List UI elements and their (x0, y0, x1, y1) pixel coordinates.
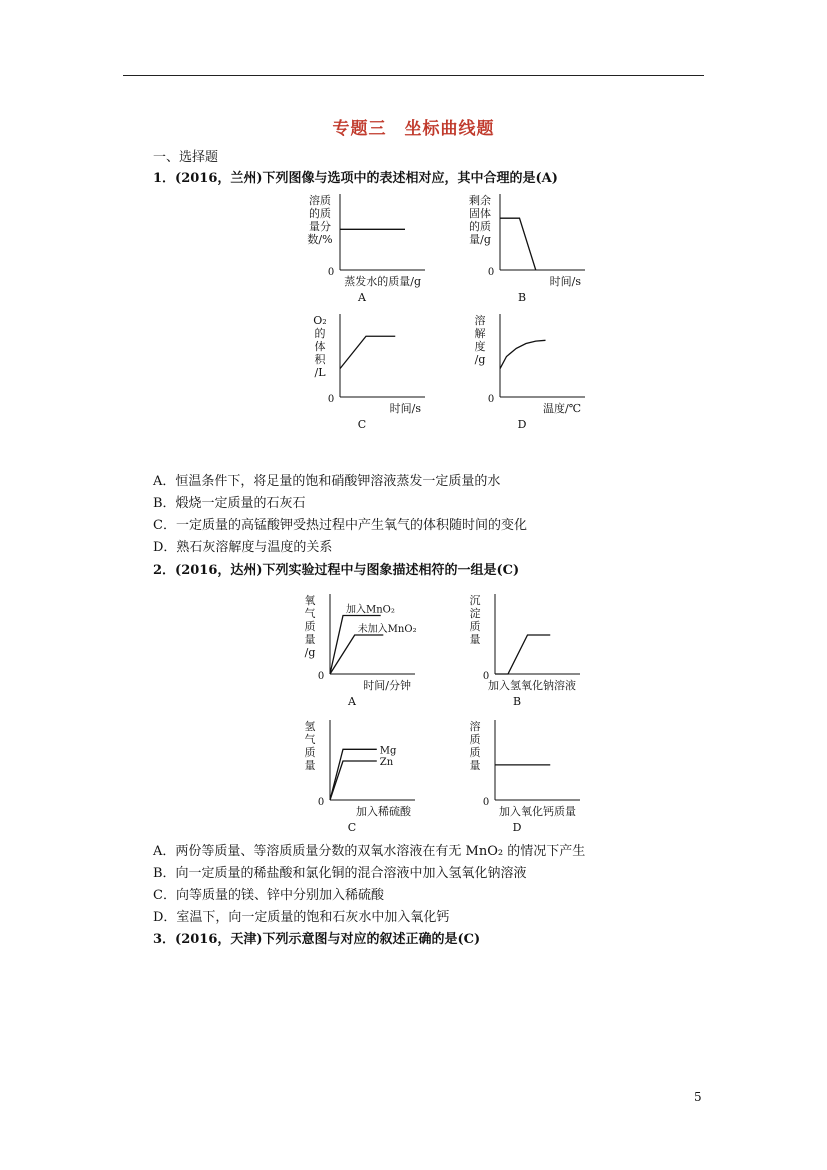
chart-label: A (358, 291, 366, 304)
y-axis-label: 体 (314, 340, 326, 353)
page-number: 5 (694, 1090, 702, 1104)
origin-label: 0 (482, 671, 490, 682)
q1-option-d: D．熟石灰溶解度与温度的关系 (153, 540, 333, 555)
chart-label: C (347, 821, 357, 834)
x-axis-label: 加入氧化钙质量 (499, 805, 576, 818)
q1-option-c: C．一定质量的高锰酸钾受热过程中产生氧气的体积随时间的变化 (153, 518, 527, 533)
chart-q1-b (450, 186, 610, 304)
q1-option-a: A．恒温条件下，将足量的饱和硝酸钾溶液蒸发一定质量的水 (153, 474, 501, 489)
y-axis-label: 质 (304, 746, 316, 759)
series-line (500, 218, 536, 270)
y-axis-label: 的质 (469, 220, 491, 233)
y-axis-label: O₂ (313, 314, 327, 327)
x-axis-label: 时间/分钟 (363, 679, 411, 692)
chart-label: D (517, 418, 527, 431)
question-2-stem: 2．(2016，达州)下列实验过程中与图象描述相符的一组是(C) (153, 563, 520, 578)
y-axis-label: 量分 (309, 220, 331, 233)
q1-option-b: B．煅烧一定质量的石灰石 (153, 496, 306, 511)
y-axis-label: 积 (314, 353, 326, 366)
chart-label: A (348, 695, 356, 708)
y-axis-label: 的 (314, 327, 326, 340)
series-name: 加入MnO₂ (346, 604, 395, 616)
y-axis-label: 剩余 (469, 194, 491, 207)
y-axis-label: 氢 (304, 720, 316, 733)
header-rule (123, 75, 704, 76)
y-axis-label: 溶 (469, 720, 481, 733)
y-axis-label: 度 (474, 340, 486, 353)
x-axis-label: 加入氢氧化钠溶液 (488, 679, 576, 692)
question-3-stem: 3．(2016，天津)下列示意图与对应的叙述正确的是(C) (153, 932, 481, 947)
y-axis-label: 固体 (469, 207, 491, 220)
q2-option-c: C．向等质量的镁、锌中分别加入稀硫酸 (153, 888, 384, 903)
y-axis-label: 氧 (304, 594, 316, 607)
y-axis-label: 质 (469, 746, 481, 759)
q2-option-d: D．室温下，向一定质量的饱和石灰水中加入氧化钙 (153, 910, 450, 925)
chart-label: B (517, 291, 527, 304)
origin-label: 0 (317, 797, 325, 808)
y-axis-label: /g (474, 353, 486, 366)
y-axis-label: /g (304, 646, 316, 659)
series-line (340, 336, 395, 368)
y-axis-label: 溶质 (309, 194, 331, 207)
y-axis-label: 量 (304, 633, 316, 646)
q2-option-b: B．向一定质量的稀盐酸和氯化铜的混合溶液中加入氢氧化钠溶液 (153, 866, 527, 881)
series-name: 未加入MnO₂ (357, 624, 417, 635)
y-axis-label: 量/g (469, 233, 491, 246)
chart-label: B (512, 695, 522, 708)
x-axis-label: 时间/s (549, 275, 581, 288)
origin-label: 0 (327, 267, 335, 278)
question-1-stem: 1．(2016，兰州)下列图像与选项中的表述相对应，其中合理的是(A) (153, 171, 558, 186)
chart-q2-c (280, 712, 450, 834)
y-axis-label: 淀 (469, 607, 481, 620)
y-axis-label: 气 (304, 733, 316, 746)
series-line (500, 340, 546, 368)
chart-label: D (512, 821, 522, 834)
origin-label: 0 (317, 671, 325, 682)
series-name: Mg (379, 745, 397, 757)
x-axis-label: 蒸发水的质量/g (344, 275, 421, 288)
origin-label: 0 (487, 394, 495, 405)
x-axis-label: 温度/℃ (542, 402, 581, 415)
y-axis-label: 质 (304, 620, 316, 633)
y-axis-label: 沉 (469, 594, 481, 607)
origin-label: 0 (487, 267, 495, 278)
series-line (495, 635, 550, 674)
y-axis-label: 的质 (309, 207, 331, 220)
y-axis-label: 解 (474, 327, 486, 340)
series-line (330, 749, 377, 800)
section-heading: 一、选择题 (153, 150, 219, 165)
series-line (330, 761, 377, 800)
y-axis-label: 量 (304, 759, 316, 772)
origin-label: 0 (482, 797, 490, 808)
x-axis-label: 加入稀硫酸 (356, 805, 411, 818)
q2-option-a: A．两份等质量、等溶质质量分数的双氧水溶液在有无 MnO₂ 的情况下产生 (153, 844, 586, 859)
chart-q2-d (445, 712, 615, 834)
chart-q2-b (445, 586, 615, 708)
origin-label: 0 (327, 394, 335, 405)
page-title: 专题三 坐标曲线题 (332, 119, 495, 139)
y-axis-label: 气 (304, 607, 316, 620)
chart-q2-a (280, 586, 450, 708)
series-name: Zn (379, 757, 394, 768)
x-axis-label: 时间/s (389, 402, 421, 415)
y-axis-label: /L (314, 366, 326, 379)
y-axis-label: 量 (469, 633, 481, 646)
chart-q1-d (450, 306, 610, 431)
y-axis-label: 量 (469, 759, 481, 772)
y-axis-label: 数/% (307, 233, 333, 246)
chart-label: C (357, 418, 367, 431)
chart-q1-c (290, 306, 450, 431)
y-axis-label: 质 (469, 733, 481, 746)
y-axis-label: 质 (469, 620, 481, 633)
y-axis-label: 溶 (474, 314, 486, 327)
chart-q1-a (290, 186, 450, 304)
